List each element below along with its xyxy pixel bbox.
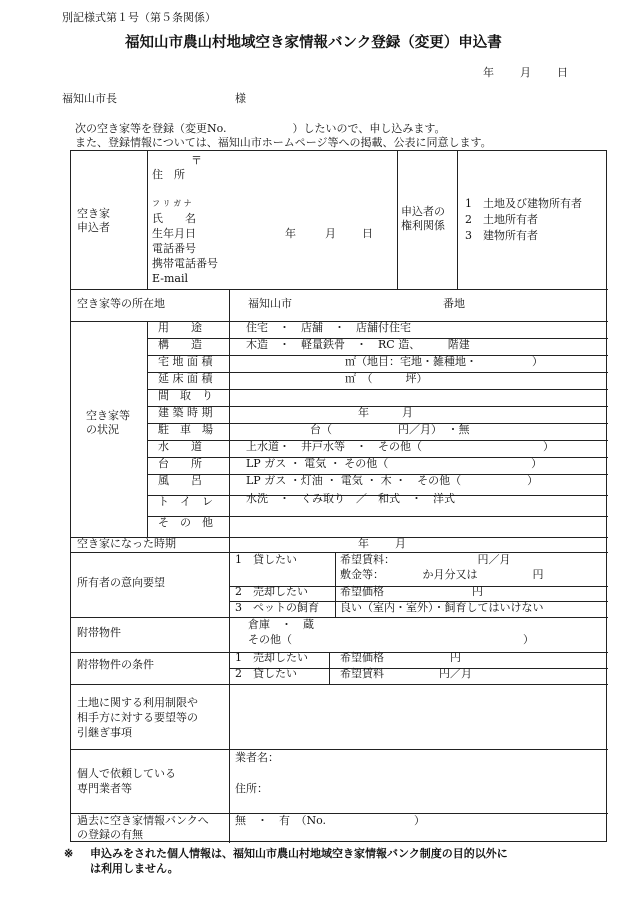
owner-wish-3: 3 ペットの飼育 <box>235 601 319 614</box>
agent-label-1: 個人で依頼している <box>77 767 176 780</box>
owner-wish-2: 2 売却したい <box>235 585 308 598</box>
birthdate-label: 生年月日 <box>152 227 196 240</box>
birth-year: 年 <box>285 227 296 240</box>
addressee-suffix: 様 <box>235 92 246 105</box>
form-number: 別記様式第１号（第５条関係） <box>62 11 216 24</box>
owner-wish-2-price: 希望価格 円 <box>340 585 483 598</box>
phone-label: 電話番号 <box>152 242 196 255</box>
status-row-value: 上水道・ 井戸水等 ・ その他（ ） <box>246 440 554 453</box>
page-title: 福知山市農山村地域空き家情報バンク登録（変更）申込書 <box>125 34 502 51</box>
status-row-value: ㎡ （ 坪） <box>345 372 428 385</box>
vacant-since-label: 空き家になった時期 <box>77 537 176 550</box>
applicant-label-2: 申込者 <box>77 221 110 234</box>
status-row-label: 水 道 <box>158 440 202 453</box>
relation-option-2: 2 土地所有者 <box>465 213 538 226</box>
agent-address-label: 住所： <box>235 782 268 795</box>
birth-day: 日 <box>362 227 373 240</box>
location-banchi: 番地 <box>443 297 465 310</box>
status-label-2: の状況 <box>86 423 119 436</box>
owner-wish-1-deposit: 敷金等： か月分又は 円 <box>340 568 544 581</box>
attached-condition-1: 1 売却したい <box>235 651 308 664</box>
agent-company-label: 業者名： <box>235 751 279 764</box>
owner-wish-1: 1 貸したい <box>235 553 297 566</box>
footnote-mark: ※ <box>64 847 74 860</box>
applicant-label-1: 空き家 <box>77 207 110 220</box>
attached-conditions-label: 附帯物件の条件 <box>77 658 154 671</box>
furigana-label: フ リ ガ ナ <box>152 199 192 208</box>
attached-condition-1-value: 希望価格 円 <box>340 651 461 664</box>
restrictions-label-3: 引継ぎ事項 <box>77 726 132 739</box>
owner-wish-3-value: 良い（室内・室外）・飼育してはいけない <box>340 601 544 614</box>
address-label: 住 所 <box>152 168 185 181</box>
status-row-label: 間 取 り <box>158 389 213 402</box>
vacant-since-month: 月 <box>395 537 406 550</box>
status-label-1: 空き家等 <box>86 409 130 422</box>
status-row-label: そ の 他 <box>158 516 213 529</box>
date-month: 月 <box>520 66 531 79</box>
owner-wishes-label: 所有者の意向要望 <box>77 576 165 589</box>
date-year: 年 <box>483 66 494 79</box>
restrictions-label-1: 土地に関する利用制限や <box>77 696 198 709</box>
status-row-value: 木造 ・ 軽量鉄骨 ・ RC 造、 階建 <box>246 338 470 351</box>
status-row-value: 水洗 ・ くみ取り ／ 和式 ・ 洋式 <box>246 492 455 505</box>
relation-option-1: 1 土地及び建物所有者 <box>465 197 582 210</box>
status-row-value: ㎡（地目：宅地・雑種地・ ） <box>345 355 543 368</box>
addressee: 福知山市長 <box>62 92 117 105</box>
location-city: 福知山市 <box>248 297 292 310</box>
status-row-label: 建 築 時 期 <box>158 406 213 419</box>
relation-label-1: 申込者の <box>401 205 445 218</box>
status-row-label: 駐 車 場 <box>158 423 213 436</box>
past-registration-label-1: 過去に空き家情報バンクへ <box>77 814 209 827</box>
agent-label-2: 専門業者等 <box>77 782 132 795</box>
status-row-label: 用 途 <box>158 321 202 334</box>
status-row-label: 延 床 面 積 <box>158 372 213 385</box>
past-registration-label-2: の登録の有無 <box>77 828 143 841</box>
owner-wish-1-rent: 希望賃料： 円／月 <box>340 553 511 566</box>
postal-mark: 〒 <box>191 154 202 167</box>
attached-condition-2-value: 希望賃料 円／月 <box>340 667 472 680</box>
attached-line-2: その他（ ） <box>248 633 534 646</box>
birth-month: 月 <box>325 227 336 240</box>
footnote-line-2: は利用しません。 <box>90 862 179 875</box>
status-row-label: ト イ レ <box>158 495 213 508</box>
status-row-label: 風 呂 <box>158 474 202 487</box>
past-registration-value: 無 ・ 有 （No. ） <box>235 814 426 827</box>
status-row-value: LP ガス ・ 電気 ・ その他（ ） <box>246 457 543 470</box>
status-row-value: LP ガス ・灯油 ・ 電気 ・ 木 ・ その他（ ） <box>246 474 539 487</box>
status-row-value: 年 月 <box>358 406 413 419</box>
date-day: 日 <box>557 66 568 79</box>
vacant-since-year: 年 <box>358 537 369 550</box>
mobile-label: 携帯電話番号 <box>152 257 218 270</box>
email-label: E-mail <box>152 272 188 285</box>
relation-label-2: 権利関係 <box>401 219 445 232</box>
footnote-line-1: 申込みをされた個人情報は、福知山市農山村地域空き家情報バンク制度の目的以外に <box>90 847 508 860</box>
status-row-value: 住宅 ・ 店舗 ・ 店舗付住宅 <box>246 321 411 334</box>
location-label: 空き家等の所在地 <box>77 297 165 310</box>
intro-line-2: また、登録情報については、福知山市ホームページ等への掲載、公表に同意します。 <box>75 136 492 149</box>
status-row-label: 台 所 <box>158 457 202 470</box>
attached-label: 附帯物件 <box>77 626 121 639</box>
attached-line-1: 倉庫 ・ 蔵 <box>248 618 314 631</box>
attached-condition-2: 2 貸したい <box>235 667 297 680</box>
intro-line-1: 次の空き家等を登録（変更No. ）したいので、申し込みます。 <box>75 122 446 135</box>
status-row-label: 宅 地 面 積 <box>158 355 213 368</box>
name-label: 氏 名 <box>152 212 196 225</box>
restrictions-label-2: 相手方に対する要望等の <box>77 711 198 724</box>
status-row-label: 構 造 <box>158 338 202 351</box>
relation-option-3: 3 建物所有者 <box>465 229 538 242</box>
status-row-value: 台（ 円／月） ・無 <box>310 423 470 436</box>
